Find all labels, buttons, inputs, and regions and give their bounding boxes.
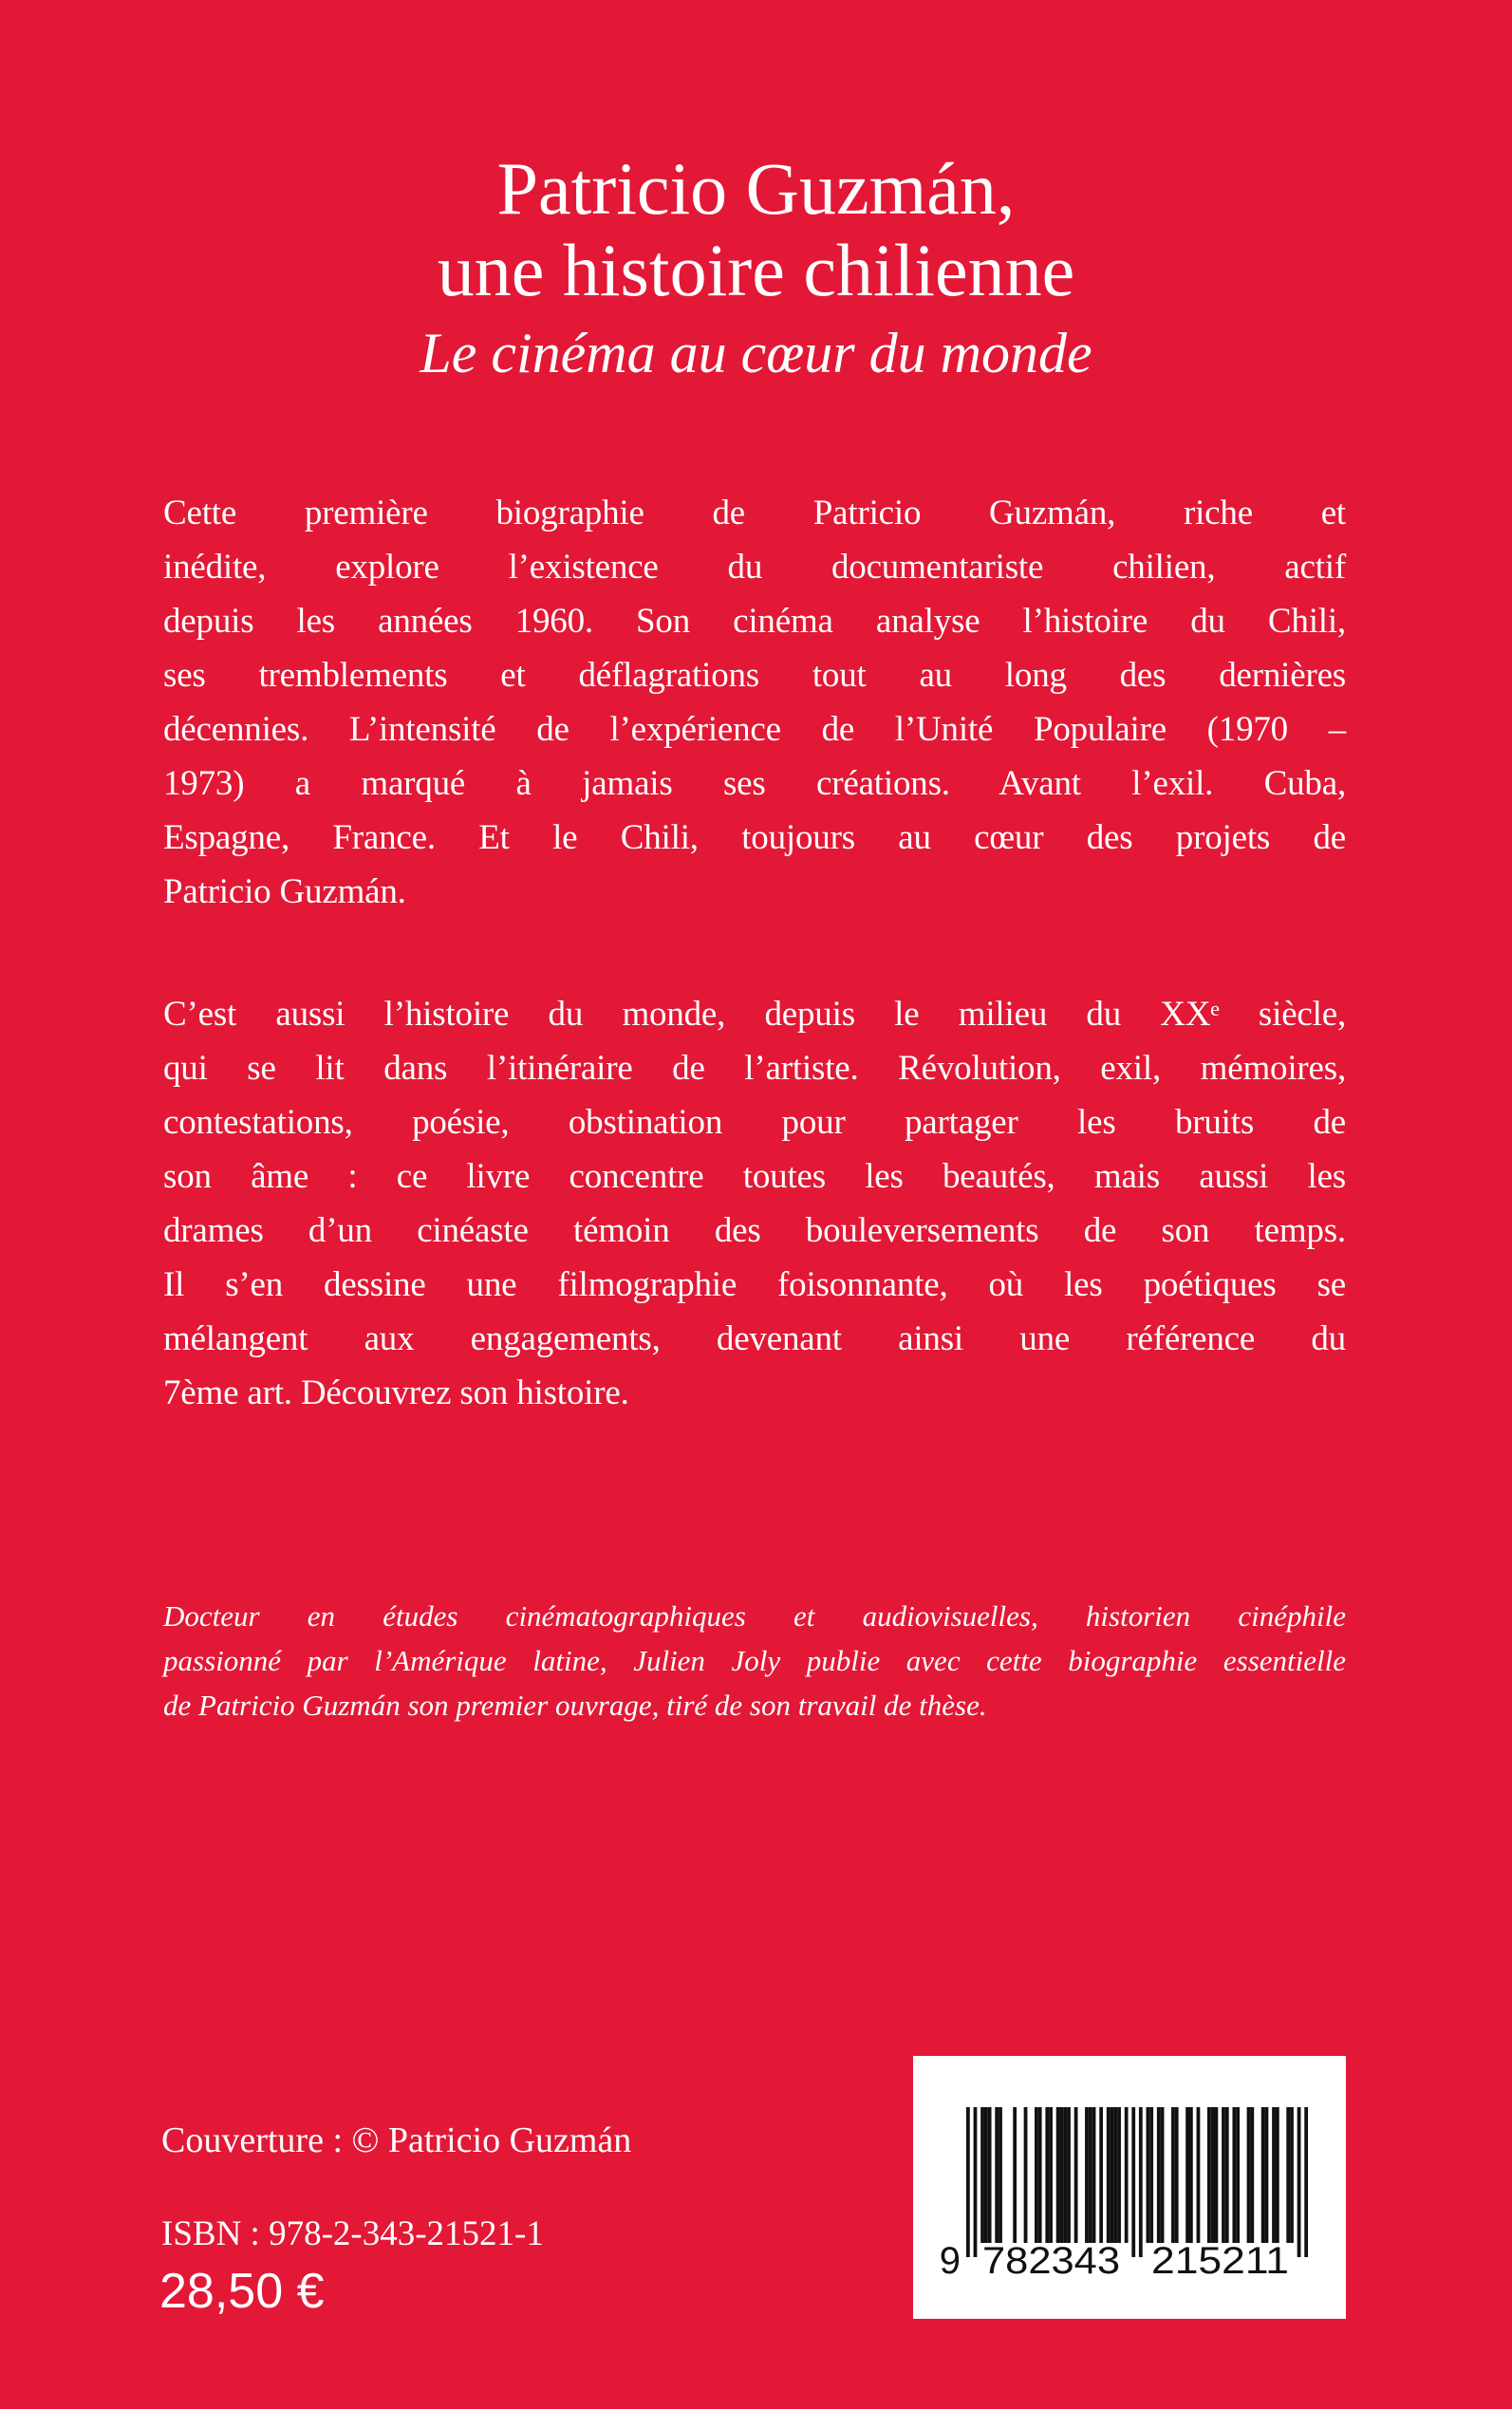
text-line: Cette première biographie de Patricio Guzmán, riche et xyxy=(163,494,1346,532)
text-line: ses tremblements et déflagrations tout au long des dernières xyxy=(163,656,1346,695)
book-subtitle: Le cinéma au cœur du monde xyxy=(420,322,1092,384)
text-line: 7ème art. Découvrez son histoire. xyxy=(163,1373,629,1412)
text-line: C’est aussi l’histoire du monde, depuis le milieu du XXᵉ siècle, xyxy=(163,995,1346,1034)
cover-credit: Couverture : © Patricio Guzmán xyxy=(161,2120,632,2160)
text-line: mélangent aux engagements, devenant ainsi une référence du xyxy=(163,1319,1346,1358)
barcode-digits: 9 xyxy=(939,2240,961,2282)
synopsis xyxy=(163,486,1346,1488)
text-line: Docteur en études cinématographiques et audiovisuelles, historien cinéphile xyxy=(163,1599,1346,1633)
barcode-digits: 782343 xyxy=(982,2240,1120,2282)
text-line: 1973) a marqué à jamais ses créations. Avant l’exil. Cuba, xyxy=(163,764,1346,803)
text-line: Il s’en dessine une filmographie foisonnante, où les poétiques se xyxy=(163,1265,1346,1304)
barcode-digits: 215211 xyxy=(1151,2240,1289,2282)
barcode-box xyxy=(913,2056,1346,2319)
text-line: passionné par l’Amérique latine, Julien Joly publie avec cette biographie essentielle xyxy=(163,1644,1346,1677)
text-line: Espagne, France. Et le Chili, toujours au cœur des projets de xyxy=(163,818,1346,857)
text-line: qui se lit dans l’itinéraire de l’artiste. Révolution, exil, mémoires, xyxy=(163,1049,1346,1088)
text-line: décennies. L’intensité de l’expérience de l’Unité Populaire (1970 – xyxy=(163,710,1346,749)
synopsis-paragraph-2 xyxy=(163,987,1346,1420)
text-line: son âme : ce livre concentre toutes les beautés, mais aussi les xyxy=(163,1157,1346,1196)
author-note xyxy=(163,1594,1346,1727)
text-line: drames d’un cinéaste témoin des bouleversements de son temps. xyxy=(163,1211,1346,1250)
text-line: inédite, explore l’existence du documentariste chilien, actif xyxy=(163,548,1346,587)
title-block xyxy=(0,148,1512,391)
isbn-text: ISBN : 978-2-343-21521-1 xyxy=(161,2214,544,2253)
text-line: contestations, poésie, obstination pour partager les bruits de xyxy=(163,1103,1346,1142)
book-title-line-2: une histoire chilienne xyxy=(437,229,1075,311)
ean13-barcode xyxy=(928,2107,1327,2283)
text-line: Patricio Guzmán. xyxy=(163,872,406,911)
text-line: depuis les années 1960. Son cinéma analyse l’histoire du Chili, xyxy=(163,602,1346,641)
price-label: 28,50 € xyxy=(159,2264,325,2319)
synopsis-paragraph-1 xyxy=(163,486,1346,919)
text-line: de Patricio Guzmán son premier ouvrage, tiré de son travail de thèse. xyxy=(163,1689,987,1722)
book-title-line-1: Patricio Guzmán, xyxy=(496,147,1016,230)
